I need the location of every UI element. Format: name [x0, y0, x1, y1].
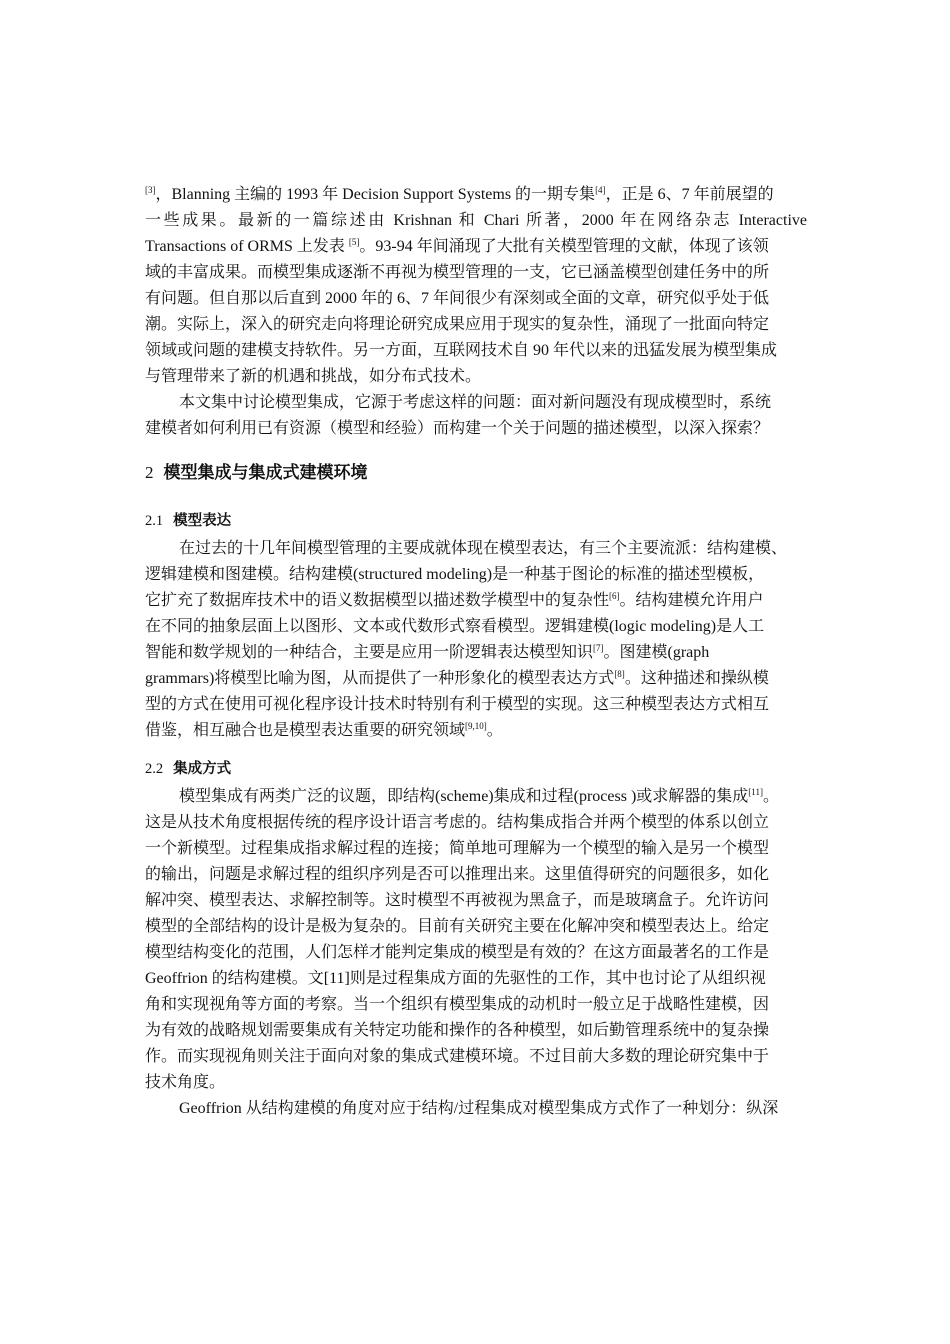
citation: [3]	[145, 185, 156, 195]
section-heading	[145, 461, 368, 485]
body-line: 在不同的抽象层面上以图形、文本或代数形式察看模型。逻辑建模(logic modeling)是人工	[145, 618, 765, 635]
section-title: 模型集成与集成式建模环境	[163, 463, 368, 483]
body-line	[145, 668, 807, 690]
text-run: 它扩充了数据库技术中的语义数据模型以描述数学模型中的复杂性	[145, 592, 610, 609]
citation: [11]	[748, 787, 763, 797]
body-line: 解冲突、模型表达、求解控制等。这时模型不再被视为黑盒子，而是玻璃盒子。允许访问	[145, 892, 770, 909]
body-line: 角和实现视角等方面的考察。当一个组织有模型集成的动机时一般立足于战略性建模，因	[145, 996, 770, 1013]
text-run: ，正是 6、7 年前展望的	[605, 186, 774, 203]
text-run: 。93-94 年间涌现了大批有关模型管理的文献，体现了该领	[359, 238, 769, 255]
subsection-heading	[145, 510, 231, 532]
text-run: 。	[762, 788, 779, 805]
body-line: 领域或问题的建模支持软件。另一方面，互联网技术自 90 年代以来的迅猛发展为模型集成	[145, 342, 778, 359]
body-line: Geoffrion 的结构建模。文[11]则是过程集成方面的先驱性的工作，其中也讨论了从组织视	[145, 970, 766, 987]
subsection-number: 2.1	[145, 513, 164, 529]
subsection-title: 模型表达	[173, 513, 232, 529]
body-line: 一个新模型。过程集成指求解过程的连接；简单地可理解为一个模型的输入是另一个模型	[145, 840, 770, 857]
body-line: Geoffrion 从结构建模的角度对应于结构/过程集成对模型集成方式作了一种划分：纵深	[179, 1100, 779, 1117]
text-run: 。这种描述和操纵模	[624, 670, 769, 687]
subsection-heading	[145, 758, 231, 780]
text-run: ，Blanning 主编的 1993 年 Decision Support Systems 的一期专集	[155, 186, 596, 203]
text-run: 模型集成有两类广泛的议题，即结构(scheme)集成和过程(process )或求解器的集成	[179, 788, 749, 805]
section-number: 2	[145, 463, 154, 482]
text-run: 。	[486, 722, 503, 739]
body-line	[179, 786, 807, 808]
body-line: 域的丰富成果。而模型集成逐渐不再视为模型管理的一支，它已涵盖模型创建任务中的所	[145, 264, 770, 281]
body-line	[145, 720, 807, 742]
body-line: 模型结构变化的范围，人们怎样才能判定集成的模型是有效的？在这方面最著名的工作是	[145, 944, 770, 961]
text-run: 。结构建模允许用户	[619, 592, 764, 609]
citation: [5]	[348, 237, 360, 247]
body-line: 一些成果。最新的一篇综述由 Krishnan 和 Chari 所著，2000 年在网络杂志 Interactive	[145, 212, 807, 229]
body-line	[145, 184, 807, 206]
body-line: 与管理带来了新的机遇和挑战，如分布式技术。	[145, 368, 482, 385]
text-run: 智能和数学规划的一种结合，主要是应用一阶逻辑表达模型知识	[145, 644, 594, 661]
body-line: 潮。实际上，深入的研究走向将理论研究成果应用于现实的复杂性，涌现了一批面向特定	[145, 316, 770, 333]
citation: [4]	[595, 185, 606, 195]
citation: [7]	[593, 643, 604, 653]
text-run: 借鉴，相互融合也是模型表达重要的研究领域	[145, 722, 466, 739]
citation: [9,10]	[465, 721, 487, 731]
body-line: 建模者如何利用已有资源（模型和经验）而构建一个关于问题的描述模型，以深入探索？	[145, 420, 770, 437]
body-line: 在过去的十几年间模型管理的主要成就体现在模型表达，有三个主要流派：结构建模、	[179, 540, 788, 557]
body-line: 技术角度。	[145, 1074, 226, 1091]
body-line: 的输出，问题是求解过程的组织序列是否可以推理出来。这里值得研究的问题很多，如化	[145, 866, 770, 883]
body-line: 型的方式在使用可视化程序设计技术时特别有利于模型的实现。这三种模型表达方式相互	[145, 696, 770, 713]
body-line: 作。而实现视角则关注于面向对象的集成式建模环境。不过目前大多数的理论研究集中于	[145, 1048, 770, 1065]
text-run: grammars)将模型比喻为图，从而提供了一种形象化的模型表达方式	[145, 670, 615, 687]
citation: [6]	[609, 591, 620, 601]
body-line: 有问题。但自那以后直到 2000 年的 6、7 年间很少有深刻或全面的文章，研究似乎处于低	[145, 290, 770, 307]
text-run: Transactions of ORMS 上发表	[145, 238, 349, 255]
text-run: 。图建模(graph	[603, 644, 710, 661]
subsection-title: 集成方式	[173, 761, 232, 777]
citation: [8]	[614, 669, 625, 679]
body-line: 模型的全部结构的设计是极为复杂的。目前有关研究主要在化解冲突和模型表达上。给定	[145, 918, 770, 935]
body-line: 为有效的战略规划需要集成有关特定功能和操作的各种模型，如后勤管理系统中的复杂操	[145, 1022, 770, 1039]
body-line: 逻辑建模和图建模。结构建模(structured modeling)是一种基于图论的标准的描述型模板，	[145, 566, 765, 583]
body-line	[145, 590, 807, 612]
body-line: 这是从技术角度根据传统的程序设计语言考虑的。结构集成指合并两个模型的体系以创立	[145, 814, 770, 831]
body-line	[145, 642, 807, 664]
body-line: 本文集中讨论模型集成，它源于考虑这样的问题：面对新问题没有现成模型时，系统	[179, 394, 772, 411]
subsection-number: 2.2	[145, 761, 164, 777]
body-line	[145, 236, 807, 258]
